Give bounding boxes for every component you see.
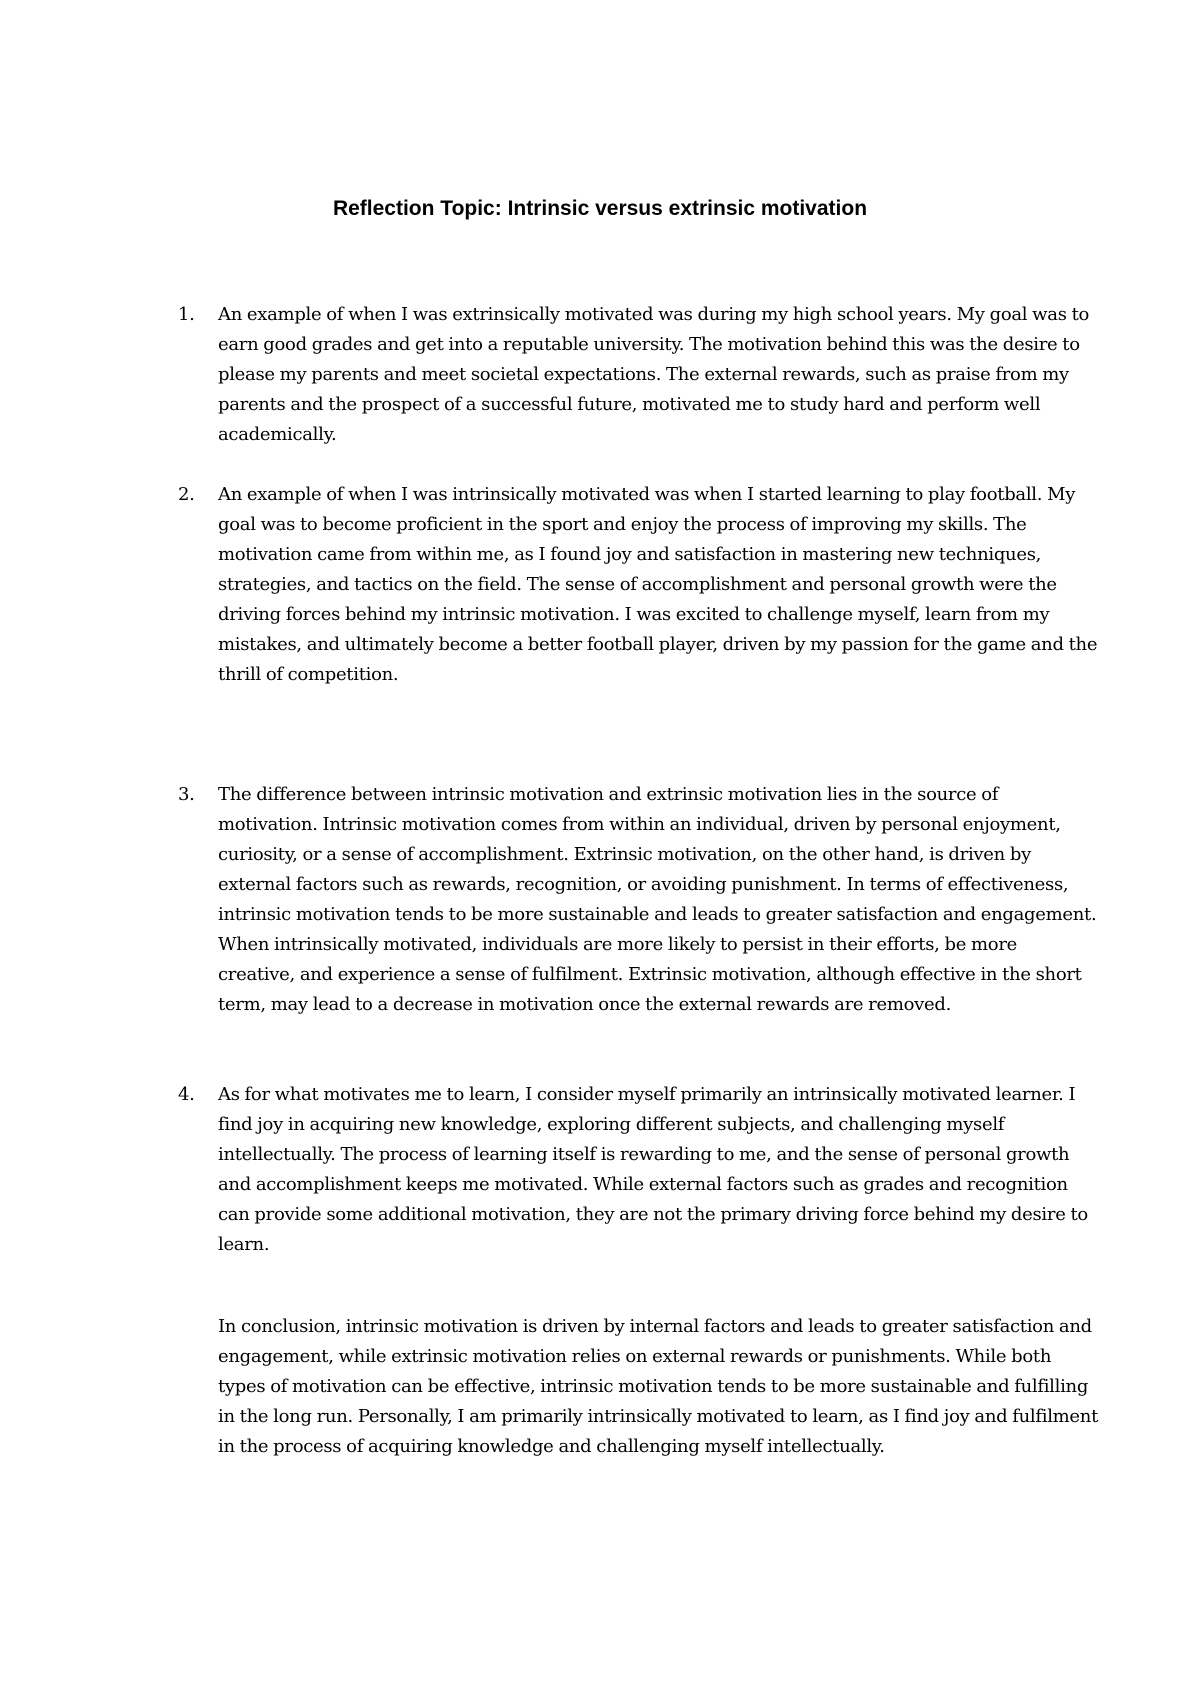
list-item-text: As for what motivates me to learn, I consider myself primarily an intrinsically motivated learner. I find joy in acquiring new knowledge, exploring different subjects, and challenging myself intellectually. The process of learning itself is rewarding to me, and the sense of personal growth and accomplishment keeps me motivated. While external factors such as grades and recognition can provide some additional motivation, they are not the primary driving force behind my desire to learn. <box>218 1084 1088 1255</box>
list-item-number: 1. <box>178 304 195 325</box>
conclusion-paragraph: In conclusion, intrinsic motivation is driven by internal factors and leads to greater satisfaction and engagement, while extrinsic motivation relies on external rewards or punishments. While both types of motivation can be effective, intrinsic motivation tends to be more sustainable and fulfilling in the long run. Personally, I am primarily intrinsically motivated to learn, as I find joy and fulfilment in the process of acquiring knowledge and challenging myself intellectually. <box>218 1316 1099 1457</box>
list-item-number: 2. <box>178 484 195 505</box>
list-item-text: An example of when I was intrinsically motivated was when I started learning to play football. My goal was to become proficient in the sport and enjoy the process of improving my skills. The motivation came from within me, as I found joy and satisfaction in mastering new techniques, strategies, and tactics on the field. The sense of accomplishment and personal growth were the driving forces behind my intrinsic motivation. I was excited to challenge myself, learn from my mistakes, and ultimately become a better football player, driven by my passion for the game and the thrill of competition. <box>218 484 1098 685</box>
list-item-number: 3. <box>178 784 195 805</box>
document-title: Reflection Topic: Intrinsic versus extrinsic motivation <box>332 197 868 220</box>
list-item-number: 4. <box>178 1084 195 1105</box>
list-item-text: An example of when I was extrinsically motivated was during my high school years. My goal was to earn good grades and get into a reputable university. The motivation behind this was the desire to please my parents and meet societal expectations. The external rewards, such as praise from my parents and the prospect of a successful future, motivated me to study hard and perform well academically. <box>218 304 1090 445</box>
list-item-text: The difference between intrinsic motivation and extrinsic motivation lies in the source of motivation. Intrinsic motivation comes from within an individual, driven by personal enjoyment, curiosity, or a sense of accomplishment. Extrinsic motivation, on the other hand, is driven by external factors such as rewards, recognition, or avoiding punishment. In terms of effectiveness, intrinsic motivation tends to be more sustainable and leads to greater satisfaction and engagement. When intrinsically motivated, individuals are more likely to persist in their efforts, be more creative, and experience a sense of fulfilment. Extrinsic motivation, although effective in the short term, may lead to a decrease in motivation once the external rewards are removed. <box>218 784 1097 1015</box>
